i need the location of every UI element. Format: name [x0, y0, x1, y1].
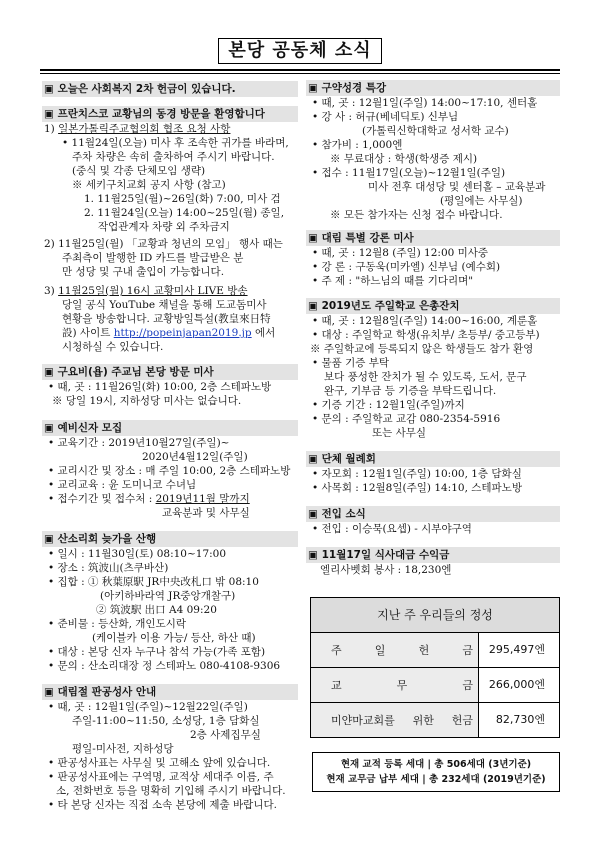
text-line: • 때, 곳 : 12월1일(주일) 14:00~17:10, 센터홀 — [312, 97, 538, 109]
note-line: ※ 무료대상 : 학생(학생증 제시) — [330, 153, 478, 165]
offerings-table — [310, 597, 560, 738]
text-line: (아키하바라역 JR중앙개찰구) — [100, 590, 236, 602]
text-line: • 강 론 : 구동욱(미카엘) 신부님 (예수회) — [312, 261, 501, 273]
text-line: • 물품 기증 부탁 — [312, 357, 390, 369]
section-header: ▣ 단체 월례회 — [306, 451, 560, 467]
table-row — [311, 668, 559, 703]
text-line: • 접수 : 11월17일(오늘)~12월1일(주일) — [312, 167, 506, 179]
text-line: • 때, 곳 : 12월8 (주일) 12:00 미사중 — [312, 247, 489, 259]
note-line: ※ 세키구치교회 공지 사항 (참고) — [72, 179, 226, 191]
text-line: • 준비물 : 등산화, 개인도시락 — [48, 618, 186, 630]
text-line: • 대상 : 본당 신자 누구나 참석 가능(가족 포함) — [48, 646, 266, 658]
section-hiking-club — [42, 531, 298, 673]
offering-label: 미얀마교회를 위한 헌금 — [331, 714, 473, 727]
text-line — [42, 122, 298, 136]
text-line: 2) 11월25일(월) 「교황과 청년의 모임」 행사 때는 — [44, 238, 283, 250]
section-social-welfare-collection — [42, 81, 298, 97]
text-line: (평일에는 사무실) — [440, 195, 523, 207]
section-catechumen-recruitment — [42, 420, 298, 520]
text-line: • 자모회 : 12월1일(주일) 10:00, 1층 담화실 — [312, 468, 522, 480]
text-line: • 때, 곳 : 11월26일(화) 10:00, 2층 스테파노방 — [48, 381, 272, 393]
text-line: • 일시 : 11월30일(토) 08:10~17:00 — [48, 548, 227, 560]
text-line: 작업관계자 차량 외 주차금지 — [98, 221, 230, 233]
text-line: (케이블카 이용 가능/ 등산, 하산 때) — [92, 632, 256, 644]
section-header: ▣ 오늘은 사회복지 2차 헌금이 있습니다. — [42, 81, 298, 97]
section-header: ▣ 프란치스코 교황님의 동경 방문을 환영합니다 — [42, 106, 298, 122]
offering-label: 주 일 헌 금 — [331, 644, 473, 657]
text-line: 평일-미사전, 지하성당 — [72, 743, 174, 755]
text-line: 2020년4월12일(주일) — [142, 451, 248, 463]
offering-label: 교 무 금 — [331, 679, 473, 692]
title-divider — [40, 69, 560, 74]
text-line: 2. 11월24일(오늘) 14:00~25일(월) 종일, — [84, 207, 285, 219]
note-line: ※ 주일학교에 등록되지 않은 학생들도 참가 환영 — [310, 343, 534, 355]
text-line — [42, 326, 298, 340]
text-line: • 판공성사표에는 구역명, 교적상 세대주 이름, 주 — [48, 771, 274, 783]
section-header: ▣ 대림절 판공성사 안내 — [42, 684, 298, 700]
text-line: • 강 사 : 허규(베네딕토) 신부님 — [312, 111, 459, 123]
text-line: 시청하실 수 있습니다. — [62, 341, 164, 353]
registered-households: 현재 교적 등록 세대 | 총 506세대 (3년기준) — [340, 759, 532, 770]
section-sunday-school-festival — [306, 298, 560, 440]
underlined-text: 2019년11월 말까지 — [155, 493, 250, 505]
section-new-members — [306, 506, 560, 536]
text-line: • 장소 : 筑波山(츠쿠바산) — [48, 562, 169, 574]
text-line: 주일-11:00~11:50, 소성당, 1층 담화실 — [72, 715, 260, 727]
table-row — [311, 633, 559, 668]
text-segment: 設) 사이트 — [62, 327, 114, 339]
offering-amount: 82,730엔 — [495, 713, 545, 726]
text-line: • 집합 : ① 秋葉原駅 JR中央改札口 밖 08:10 — [48, 576, 259, 588]
offering-label-cell — [311, 703, 479, 737]
text-line: • 교리교육 : 윤 도미니코 수녀님 — [48, 479, 197, 491]
text-segment: • 접수기간 및 접수처 : — [48, 493, 156, 505]
text-segment: 에서 — [251, 327, 276, 339]
text-line: • 참가비 : 1,000엔 — [312, 139, 403, 151]
section-bishop-visit — [42, 364, 298, 408]
section-advent-confession — [42, 684, 298, 812]
section-meal-proceeds — [306, 547, 560, 577]
offering-amount: 295,497엔 — [488, 643, 545, 656]
text-line: 완구, 기부금 등 기증을 부탁드립니다. — [324, 385, 497, 397]
registration-summary-box — [312, 752, 560, 792]
text-line: 당일 공식 YouTube 채널을 통해 도교돔미사 — [62, 299, 267, 311]
offering-label-cell — [311, 668, 479, 702]
text-line: 소, 전화번호 등을 명확히 기입해 주시기 바랍니다. — [56, 785, 286, 797]
section-header: ▣ 2019년도 주일학교 은총잔치 — [306, 298, 560, 314]
text-line: • 문의 : 주일학교 교감 080-2354-5916 — [312, 413, 501, 425]
section-header: ▣ 구약성경 특강 — [306, 80, 560, 96]
item-number: 1) — [44, 123, 59, 135]
offerings-title: 지난 주 우리들의 정성 — [311, 598, 559, 633]
text-line: • 기증 기간 : 12월1일(주일)까지 — [312, 399, 465, 411]
section-header: ▣ 예비신자 모집 — [42, 420, 298, 436]
text-line: (중식 및 각종 단체모임 생략) — [72, 165, 206, 177]
text-line: • 교육기간 : 2019년10월27일(주일)~ — [48, 437, 230, 449]
offering-label-cell — [311, 633, 479, 667]
text-line: • 사목회 : 12월8일(주일) 14:10, 스테파노방 — [312, 482, 522, 494]
text-line: • 판공성사표는 사무실 및 고해소 앞에 있습니다. — [48, 757, 271, 769]
text-line: • 때, 곳 : 12월1일(주일)~12월22일(주일) — [48, 701, 248, 713]
text-line: • 교리시간 및 장소 : 매 주일 10:00, 2층 스테파노방 — [48, 465, 291, 477]
text-line: 보다 풍성한 잔치가 될 수 있도록, 도서, 문구 — [324, 371, 527, 383]
popeinjapan-link[interactable]: http://popeinjapan2019.jp — [113, 327, 252, 339]
underlined-text: 일본가톨릭주교협의회 협조 요청 사항 — [58, 123, 231, 135]
note-line: ※ 당일 19시, 지하성당 미사는 없습니다. — [52, 395, 242, 407]
item-number: 3) — [44, 285, 59, 297]
section-advent-homily-mass — [306, 230, 560, 288]
page-title: 본당 공동체 소식 — [218, 38, 382, 64]
text-line: • 문의 : 산소리대장 정 스테파노 080-4108-9306 — [48, 660, 281, 672]
text-line: 만 성당 및 구내 출입이 가능합니다. — [62, 266, 225, 278]
section-header: ▣ 산소리회 늦가을 산행 — [42, 531, 298, 547]
right-column — [306, 80, 560, 585]
text-line: 엘리사벳회 봉사 : 18,230엔 — [320, 564, 452, 576]
text-line — [42, 284, 298, 298]
offering-amount: 266,000엔 — [488, 678, 545, 691]
table-row — [311, 703, 559, 737]
note-line: ※ 모든 참가자는 신청 접수 바랍니다. — [330, 209, 503, 221]
text-line: 2층 사제집무실 — [190, 729, 261, 741]
text-line: 교육분과 및 사무실 — [162, 507, 250, 519]
text-line: • 때, 곳 : 12월8일(주일) 14:00~16:00, 계룬홀 — [312, 315, 538, 327]
text-line: • 11월24일(오늘) 미사 후 조속한 귀가를 바라며, — [62, 137, 289, 149]
text-line: 또는 사무실 — [372, 427, 427, 439]
text-line: 미사 전후 대성당 및 센터홀 – 교육분과 — [368, 181, 546, 193]
left-column — [42, 80, 298, 820]
dues-paying-households: 현재 교무금 납부 세대 | 총 232세대 (2019년기준) — [326, 774, 546, 785]
section-monthly-meetings — [306, 451, 560, 495]
text-line: • 대상 : 주일학교 학생(유치부/ 초등부/ 중고등부) — [312, 329, 540, 341]
text-line — [42, 492, 298, 506]
text-line: (가톨릭신학대학교 성서학 교수) — [362, 125, 509, 137]
section-papal-visit — [42, 106, 298, 354]
text-line: • 전입 : 이승묵(요셉) - 시부야구역 — [312, 523, 472, 535]
section-header: ▣ 11월17일 식사대금 수익금 — [306, 547, 560, 563]
text-line: • 타 본당 신자는 직접 소속 본당에 제출 바랍니다. — [48, 799, 277, 811]
underlined-text: 11월25일(월) 16시 교황미사 LIVE 방송 — [58, 285, 248, 297]
text-line: 주차 차량은 속히 출차하여 주시기 바랍니다. — [72, 151, 275, 163]
text-line: 1. 11월25일(월)~26일(화) 7:00, 미사 검 — [84, 193, 281, 205]
section-header: ▣ 전입 소식 — [306, 506, 560, 522]
text-line: • 주 제 : "하느님의 때를 기다리며" — [312, 275, 474, 287]
section-old-testament-lecture — [306, 80, 560, 222]
text-line: 주최측이 발행한 ID 카드를 발급받은 분 — [62, 252, 244, 264]
section-header: ▣ 구요비(욥) 주교님 본당 방문 미사 — [42, 364, 298, 380]
section-header: ▣ 대림 특별 강론 미사 — [306, 230, 560, 246]
text-line: 현황을 방송합니다. 교황방일특설(教皇來日特 — [62, 313, 271, 325]
text-line: ② 筑波駅 出口 A4 09:20 — [96, 604, 217, 616]
